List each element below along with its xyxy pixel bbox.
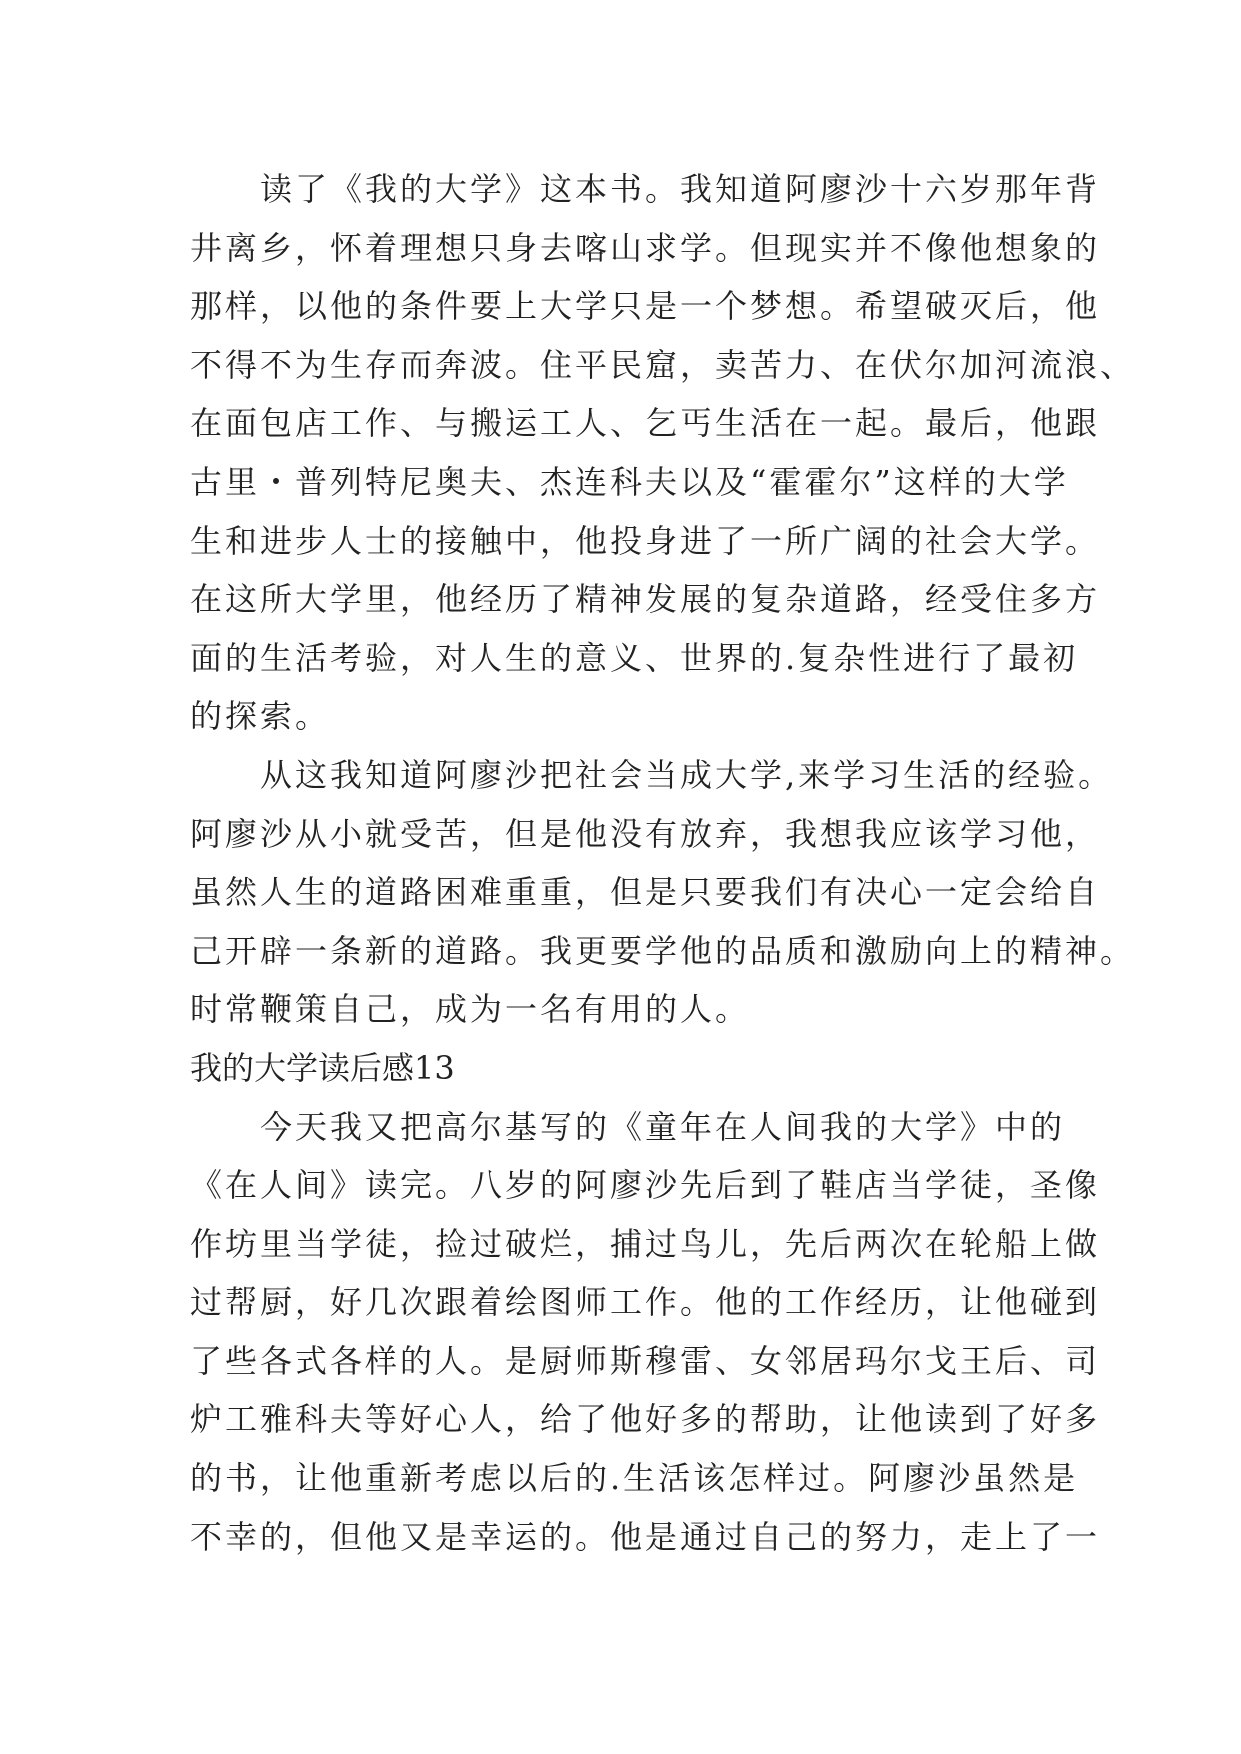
paragraph-line: 面的生活考验，对人生的意义、世界的.复杂性进行了最初 [190, 638, 1079, 677]
section-heading: 我的大学读后感13 [190, 1048, 455, 1087]
paragraph-line: 今天我又把高尔基写的《童年在人间我的大学》中的 [260, 1107, 1066, 1146]
paragraph-line: 不幸的，但他又是幸运的。他是通过自己的努力，走上了一 [190, 1517, 1101, 1556]
paragraph-line: 生和进步人士的接触中，他投身进了一所广阔的社会大学。 [190, 521, 1101, 560]
paragraph-line: 的探索。 [190, 697, 331, 736]
paragraph-line: 古里・普列特尼奥夫、杰连科夫以及“霍霍尔”这样的大学 [190, 462, 1069, 501]
paragraph-line: 那样，以他的条件要上大学只是一个梦想。希望破灭后，他 [190, 287, 1101, 326]
paragraph-line: 《在人间》读完。八岁的阿廖沙先后到了鞋店当学徒，圣像 [190, 1166, 1101, 1205]
paragraph-line: 炉工雅科夫等好心人，给了他好多的帮助，让他读到了好多 [190, 1400, 1101, 1439]
paragraph-line: 作坊里当学徒，捡过破烂，捕过鸟儿，先后两次在轮船上做 [190, 1224, 1101, 1263]
document-body [190, 160, 1136, 1566]
paragraph-line: 了些各式各样的人。是厨师斯穆雷、女邻居玛尔戈王后、司 [190, 1341, 1101, 1380]
paragraph-line: 虽然人生的道路困难重重，但是只要我们有决心一定会给自 [190, 873, 1101, 912]
paragraph-line: 己开辟一条新的道路。我更要学他的品质和激励向上的精神。 [190, 931, 1136, 970]
paragraph-line: 不得不为生存而奔波。住平民窟，卖苦力、在伏尔加河流浪、 [190, 345, 1136, 384]
paragraph-line: 时常鞭策自己，成为一名有用的人。 [190, 990, 751, 1029]
paragraph-line: 从这我知道阿廖沙把社会当成大学,来学习生活的经验。 [260, 755, 1114, 794]
paragraph-line: 的书，让他重新考虑以后的.生活该怎样过。阿廖沙虽然是 [190, 1459, 1079, 1498]
paragraph-line: 井离乡，怀着理想只身去喀山求学。但现实并不像他想象的 [190, 228, 1101, 267]
paragraph-line: 在这所大学里，他经历了精神发展的复杂道路，经受住多方 [190, 580, 1101, 619]
paragraph-line: 过帮厨，好几次跟着绘图师工作。他的工作经历，让他碰到 [190, 1283, 1101, 1322]
paragraph-line: 阿廖沙从小就受苦，但是他没有放弃，我想我应该学习他， [190, 814, 1101, 853]
paragraph-line: 在面包店工作、与搬运工人、乞丐生活在一起。最后，他跟 [190, 404, 1101, 443]
paragraph-line: 读了《我的大学》这本书。我知道阿廖沙十六岁那年背 [260, 170, 1101, 208]
